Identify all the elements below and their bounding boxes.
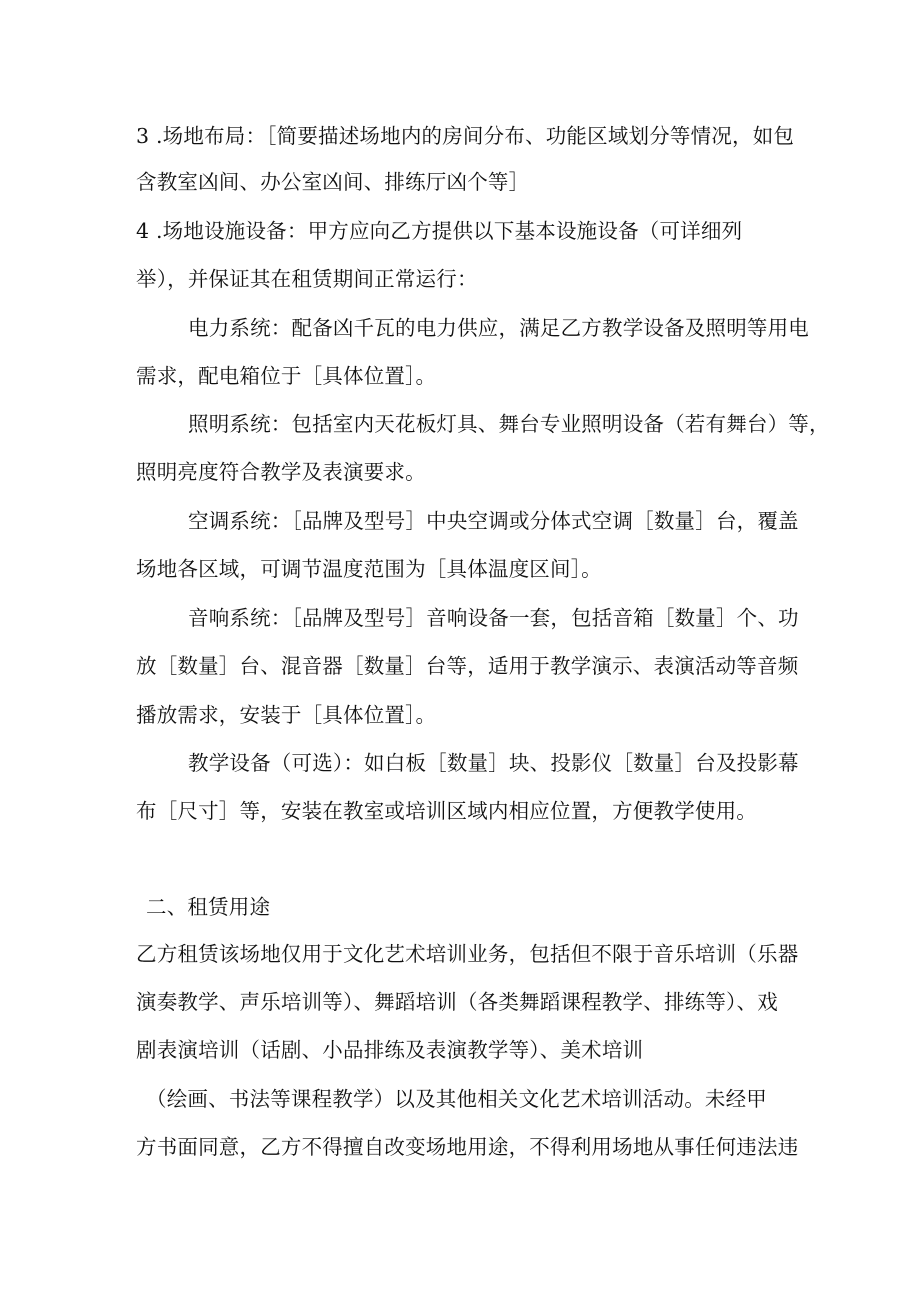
audio-system-line-3: 播放需求，安装于［具体位置］。 (136, 703, 437, 727)
purpose-line-3: 剧表演培训（话剧、小品排练及表演教学等）、美术培训 (136, 1038, 644, 1062)
purpose-line-4: （绘画、书法等课程教学）以及其他相关文化艺术培训活动。未经甲 (146, 1087, 767, 1111)
lighting-system-line-2: 照明亮度符合教学及表演要求。 (136, 460, 426, 484)
audio-system-line-1: 音响系统：［品牌及型号］音响设备一套，包括音箱［数量］个、功 (188, 606, 799, 630)
lighting-system-line-1: 照明系统：包括室内天花板灯具、舞台专业照明设备（若有舞台）等， (188, 412, 830, 436)
teaching-equipment-line-2: 布［尺寸］等，安装在教室或培训区域内相应位置，方便教学使用。 (136, 799, 757, 823)
audio-system-line-2: 放［数量］台、混音器［数量］台等，适用于教学演示、表演活动等音频 (136, 654, 799, 678)
aircon-system-line-1: 空调系统：［品牌及型号］中央空调或分体式空调［数量］台，覆盖 (188, 509, 799, 533)
teaching-equipment-line-1: 教学设备（可选）：如白板［数量］块、投影仪［数量］台及投影幕 (188, 751, 799, 775)
section-heading-lease-purpose: 二、租赁用途 (146, 895, 271, 919)
aircon-system-line-2: 场地各区域，可调节温度范围为［具体温度区间］。 (136, 557, 602, 581)
layout-clause-line-1: 3 .场地布局：［简要描述场地内的房间分布、功能区域划分等情况，如包 (136, 124, 795, 148)
power-system-line-2: 需求，配电箱位于［具体位置］。 (136, 364, 437, 388)
purpose-line-2: 演奏教学、声乐培训等）、舞蹈培训（各类舞蹈课程教学、排练等）、戏 (136, 990, 778, 1014)
power-system-line-1: 电力系统：配备凶千瓦的电力供应，满足乙方教学设备及照明等用电 (188, 316, 809, 340)
layout-clause-line-2: 含教室凶间、办公室凶间、排练厅凶个等］ (136, 170, 530, 194)
purpose-line-1: 乙方租赁该场地仅用于文化艺术培训业务，包括但不限于音乐培训（乐器 (136, 942, 799, 966)
facilities-clause-line-2: 举），并保证其在租赁期间正常运行： (136, 267, 478, 291)
purpose-line-5: 方书面同意，乙方不得擅自改变场地用途，不得利用场地从事任何违法违 (136, 1135, 799, 1159)
facilities-clause-line-1: 4 .场地设施设备：甲方应向乙方提供以下基本设施设备（可详细列 (136, 219, 743, 243)
